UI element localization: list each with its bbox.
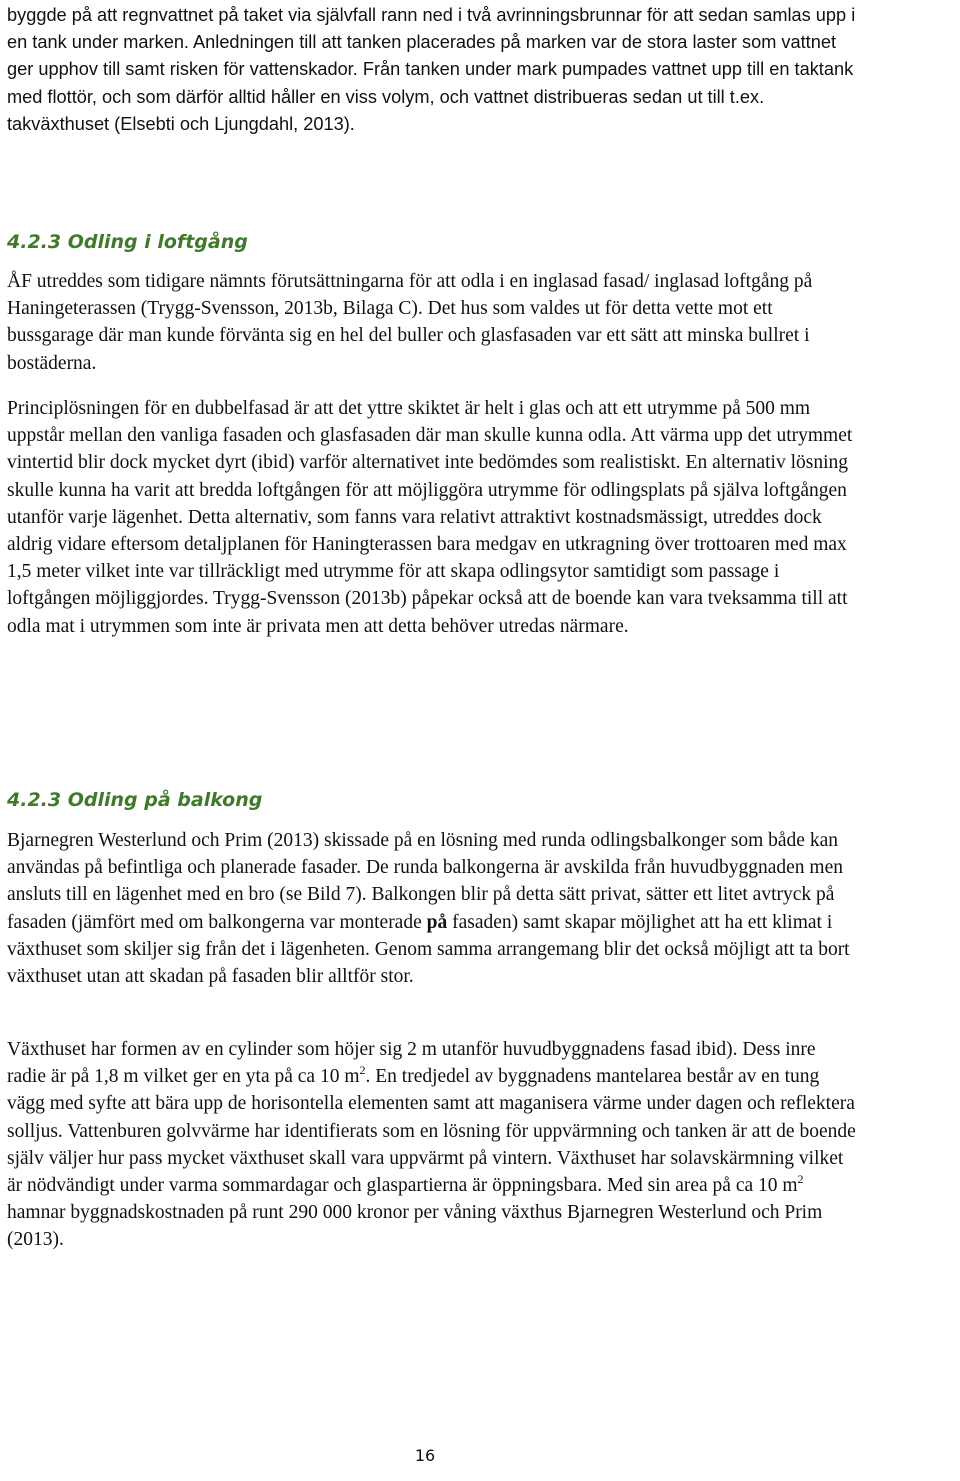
paragraph-bjarnegren-text-b: fasaden) samt skapar möjlighet att ha ett klimat i växthuset som skiljer sig från det i lägenheten. Genom samma arrangemang blir det också möjligt att ta bort växthuset utan att skadan på fasaden blir alltför stor.: [7, 911, 850, 988]
page-number: 16: [414, 1446, 436, 1465]
paragraph-rainwater-part1: byggde på att regnvattnet på taket via självfall rann ned i två avrinningsbrunnar för att sedan samlas upp i en tank under marken. Anledningen till att tanken placerades på marken var de stora laster som vattnet ger upphov till samt risken för vattenskador.: [7, 5, 856, 80]
bold-pa: på: [426, 911, 448, 933]
paragraph-vaxthuset-text-c: hamnar byggnadskostnaden på runt 290 000 kronor per våning växthus Bjarnegren Westerlund och Prim (2013).: [7, 1202, 823, 1251]
paragraph-principlosningen: Principlösningen för en dubbelfasad är att det yttre skiktet är helt i glas och att ett utrymme på 500 mm uppstår mellan den vanliga fasaden och glasfasaden där man skulle kunna odla. Att värma upp det utrymmet vintertid blir dock mycket dyrt (ibid) varför alternativet inte bedömdes som realistiskt. En alternativ lösning skulle kunna ha varit att bredda loftgången för att möjliggöra utrymme för odlingsplats på själva loftgången utanför varje lägenhet. Detta alternativ, som fanns vara relativt attraktivt kostnadsmässigt, utreddes dock aldrig vidare eftersom detaljplanen för Haningterassen bara medgav en utkragning över trottoaren med max 1,5 meter vilket inte var tillräckligt med utrymme för att skapa odlingsytor samtidigt som passage i loftgången möjliggjordes. Trygg-Svensson (2013b) påpekar också att de boende kan vara tveksamma till att odla mat i utrymmen som inte är privata men att detta behöver utredas närmare.: [7, 398, 853, 637]
superscript-1: 2: [359, 1063, 366, 1078]
paragraph-af-utreddes: ÅF utreddes som tidigare nämnts förutsättningarna för att odla i en inglasad fasad/ inglasad loftgång på Haningeterassen (Trygg-Svensson, 2013b, Bilaga C). Det hus som valdes ut för detta vette mot ett bussgarage där man kunde förvänta sig en hel del buller och glasfasaden var ett sätt att minska bullret i bostäderna.: [7, 271, 813, 374]
paragraph-rainwater: [7, 2, 857, 138]
heading-loftgang: 4.2.3 Odling i loftgång: [7, 231, 248, 253]
superscript-2: 2: [797, 1172, 804, 1187]
heading-balkong: 4.2.3 Odling på balkong: [7, 789, 263, 811]
paragraph-vaxthuset: [7, 1036, 857, 1254]
paragraph-rainwater-part2: Från tanken under mark pumpades vattnet upp till en taktank med flottör, och som därför alltid håller en viss volym, och vattnet distribueras sedan ut till t.ex. takväxthuset (Elsebti och Ljungdahl, 2013).: [7, 59, 854, 134]
paragraph-bjarnegren: [7, 827, 857, 990]
paragraph-vaxthuset-text-b: . En tredjedel av byggnadens mantelarea består av en tung vägg med syfte att bära upp de horisontella elementen samt att maganisera värme under dagen och reflektera solljus. Vattenburen golvvärme har identifierats som en lösning för uppvärmning och tanken är att de boende själv väljer hur pass mycket växthuset skall vara uppvärmt på vintern. Växthuset har solavskärmning vilket är nödvändigt under varma sommardagar och glaspartierna är öppningsbara. Med sin area på ca 10 m: [7, 1066, 856, 1197]
paragraph-bjarnegren-text-a: Bjarnegren Westerlund och Prim (2013) skissade på en lösning med runda odlingsbalkonger som både kan användas på befintliga och planerade fasader. De runda balkongerna är avskilda från huvudbyggnaden men ansluts till en lägenhet med en bro (se Bild 7). Balkongen blir på detta sätt privat, sätter ett litet avtryck på fasaden (jämfört med om balkongerna var monterade: [7, 830, 844, 933]
paragraph-vaxthuset-text-a: Växthuset har formen av en cylinder som höjer sig 2 m utanför huvudbyggnadens fasad ibid). Dess inre radie är på 1,8 m vilket ger en yta på ca 10 m: [7, 1039, 816, 1088]
